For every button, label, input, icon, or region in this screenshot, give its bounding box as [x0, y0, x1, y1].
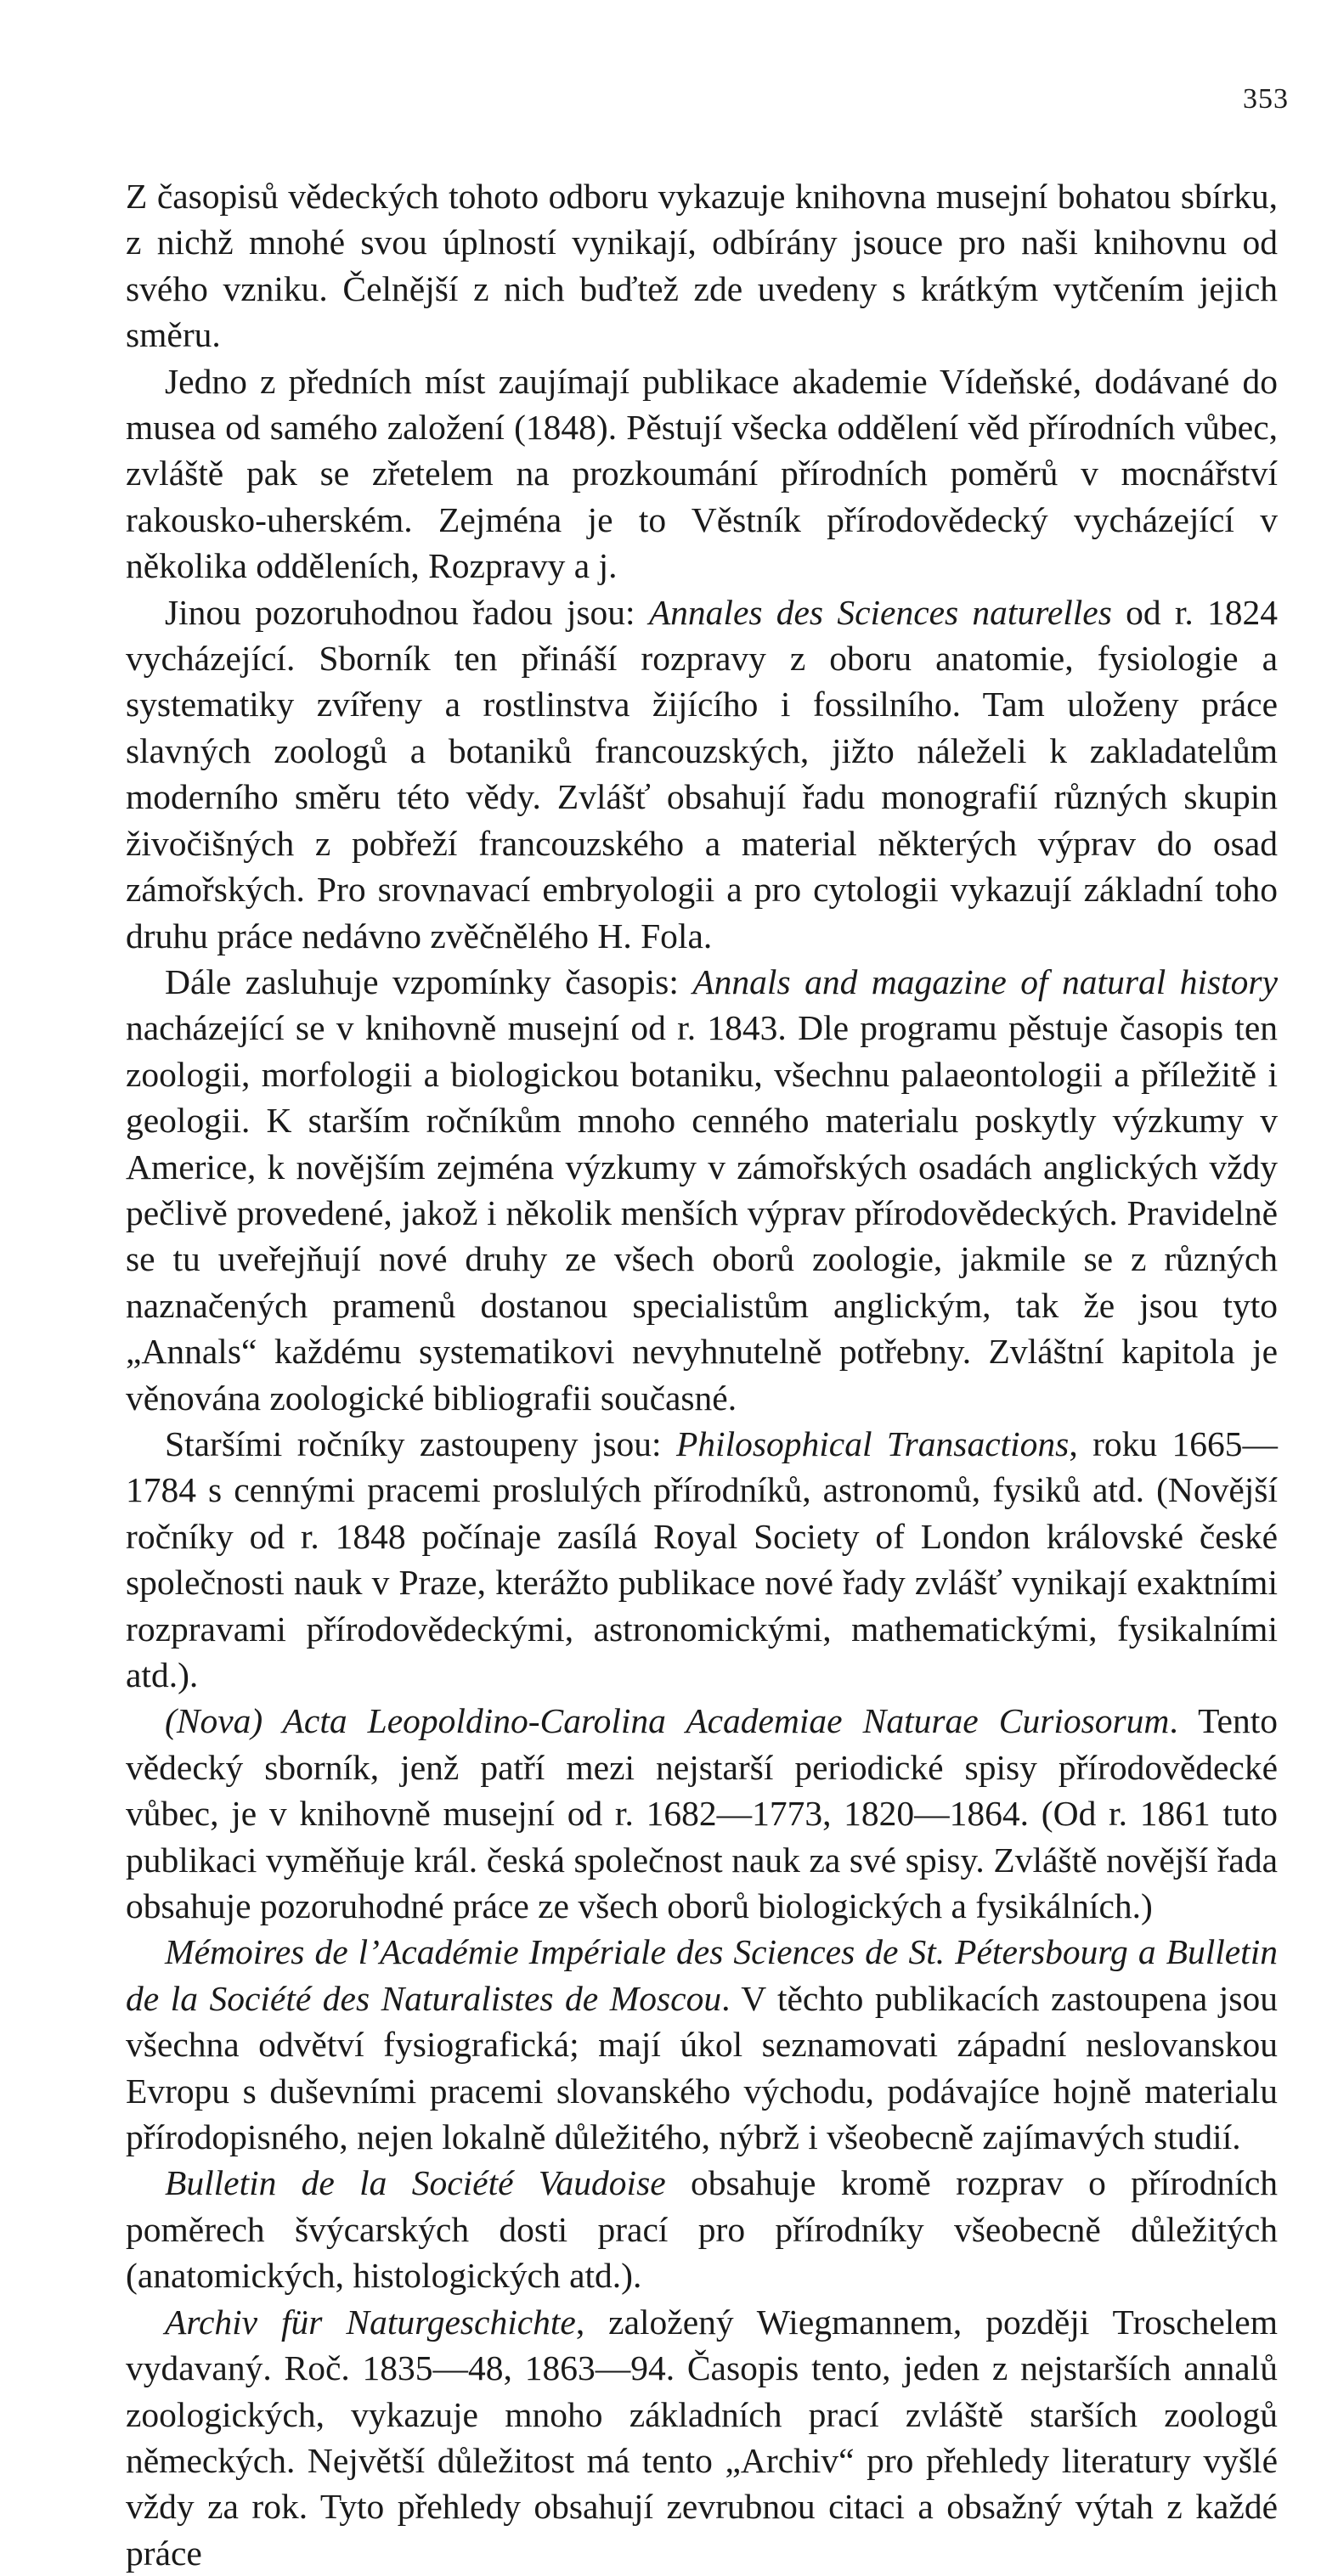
text-run: obsahuje kromě rozprav o přírodních poměrech švýcarských dosti prací pro přírodníky všeobecně důležitých (anatomických, histologických atd.).	[126, 2163, 1279, 2296]
paragraph-p5	[126, 1421, 1278, 1698]
text-run: Jedno z předních míst zaujímají publikace akademie Vídeňské, dodávané do musea od samého založení (1848). Pěstují všecka oddělení věd přírodních vůbec, zvláště pak se zřetelem na prozkoumání přírodních poměrů v mocnářství rakousko-uherském. Zejména je to Věstník přírodovědecký vycházející v několika odděleních, Rozpravy a j.	[126, 361, 1278, 586]
text-run: Staršími ročníky zastoupeny jsou:	[165, 1423, 676, 1463]
paragraph-p3	[126, 589, 1278, 959]
italic-title: Annales des Sciences naturelles	[648, 592, 1112, 632]
italic-title: (Nova) Acta Leopoldino-Carolina Academiae Naturae Curiosorum	[165, 1701, 1170, 1741]
text-run: , založený Wiegmannem, později Troschelem vydavaný. Roč. 1835—48, 1863—94. Časopis tento, jeden z nejstarších annalů zoologických, vykazuje mnoho základních prací zvláště starších zoologů německých. Největší důležitost má tento „Archiv“ pro přehledy literatury vyšlé vždy za rok. Tyto přehledy obsahují zevrubnou citaci a obsažný výtah z každé práce	[126, 2302, 1278, 2573]
text-run: Jinou pozoruhodnou řadou jsou:	[165, 592, 649, 632]
text-run: Dále zasluhuje vzpomínky časopis:	[165, 961, 693, 1001]
body-text	[126, 173, 1278, 2576]
text-run: . Tento vědecký sborník, jenž patří mezi nejstarší periodické spisy přírodovědecké vůbec, je v knihovně musejní od r. 1682—1773, 1820—1864. (Od r. 1861 tuto publikaci vyměňuje král. česká společnost nauk za své spisy. Zvláště novější řada obsahuje pozoruhodné práce ze všech oborů biologických a fysikálních.)	[126, 1701, 1279, 1926]
paragraph-p7	[126, 1929, 1278, 2160]
paragraph-p2	[126, 358, 1278, 589]
italic-title: Annals and magazine of natural history	[692, 961, 1278, 1001]
paragraph-p1	[126, 173, 1278, 358]
paragraph-p4	[126, 959, 1278, 1421]
italic-title: Philosophical Transactions	[675, 1423, 1070, 1463]
text-run: . V těchto publikacích zastoupena jsou všechna odvětví fysiografická; mají úkol seznamovati západní neslovanskou Evropu s duševními pracemi slovanského východu, podávajíce hojně materialu přírodopisného, nejen lokalně důležitého, nýbrž i všeobecně zajímavých studií.	[126, 1978, 1278, 2157]
paragraph-p9	[126, 2299, 1278, 2576]
italic-title: Archiv für Naturgeschichte	[165, 2302, 576, 2342]
paragraph-p6	[126, 1698, 1278, 1929]
text-run: nacházející se v knihovně musejní od r. 1843. Dle programu pěstuje časopis ten zoologii, morfologii a biologickou botaniku, všechnu palaeontologii a příležitě i geologii. K starším ročníkům mnoho cenného materialu poskytly výzkumy v Americe, k novějším zejména výzkumy v zámořských osadách anglických vždy pečlivě provedené, jakož i několik menších výprav přírodovědeckých. Pravidelně se tu uveřejňují nové druhy ze všech oborů zoologie, jakmile se z různých naznačených pramenů dostanou specialistům anglickým, tak že jsou tyto „Annals“ každému systematikovi nevyhnutelně potřebny. Zvláštní kapitola je věnována zoologické bibliografii současné.	[126, 1008, 1278, 1418]
text-run: Z časopisů vědeckých tohoto odboru vykazuje knihovna musejní bohatou sbírku, z nichž mnohé svou úplností vynikají, odbírány jsouce pro naši knihovnu od svého vzniku. Čelnější z nich buďtež zde uvedeny s krátkým vytčením jejich směru.	[126, 177, 1278, 355]
italic-title: Mémoires de l’Académie Impériale des Sciences de St. Pétersbourg a Bulletin de la Société des Naturalistes de Moscou	[126, 1932, 1278, 2018]
text-run: , roku 1665—1784 s cennými pracemi proslulých přírodníků, astronomů, fysiků atd. (Novější ročníky od r. 1848 počínaje zasílá Royal Society of London královské české společnosti nauk v Praze, kterážto publikace nové řady zvlášť vynikají exaktními rozpravami přírodovědeckými, astronomickými, mathematickými, fysikalními atd.).	[126, 1423, 1278, 1694]
paragraph-p8	[126, 2160, 1278, 2298]
italic-title: Bulletin de la Société Vaudoise	[165, 2163, 666, 2203]
page-number: 353	[1243, 83, 1289, 115]
text-run: od r. 1824 vycházející. Sborník ten přináší rozpravy z oboru anatomie, fysiologie a systematiky zvířeny a rostlinstva žijícího i fossilního. Tam uloženy práce slavných zoologů a botaniků francouzských, jižto náleželi k zakladatelům moderního směru této vědy. Zvlášť obsahují řadu monografií různých skupin živočišných z pobřeží francouzského a material některých výprav do osad zámořských. Pro srovnavací embryologii a pro cytologii vykazují základní toho druhu práce nedávno zvěčnělého H. Fola.	[126, 592, 1278, 955]
